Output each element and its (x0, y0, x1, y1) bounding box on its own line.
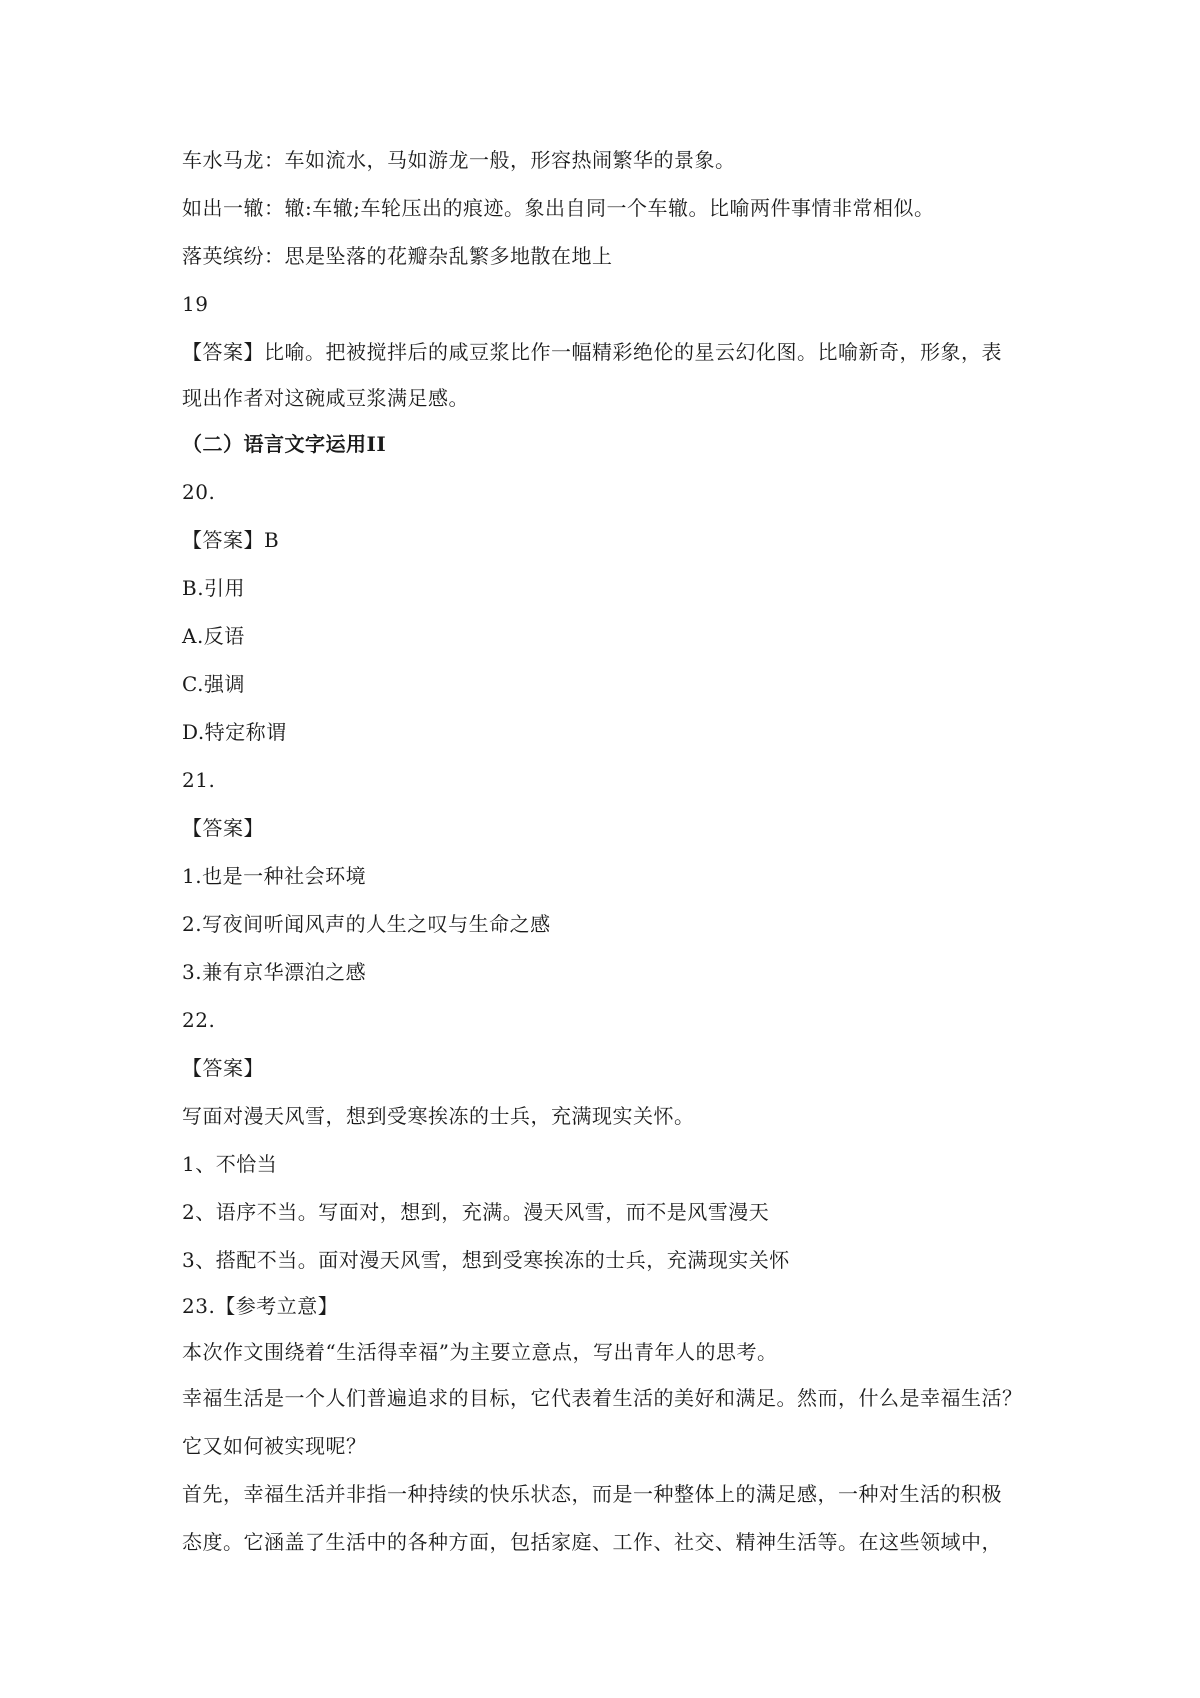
answer-22-item-2: 2、语序不当。写面对，想到，充满。漫天风雪，而不是风雪漫天 (182, 1200, 770, 1224)
answer-20-option-c: C.强调 (182, 672, 245, 696)
answer-21-label: 【答案】 (182, 816, 264, 840)
question-number-20: 20. (182, 480, 216, 504)
answer-22-item-1: 1、不恰当 (182, 1152, 278, 1176)
answer-19-line-1: 【答案】比喻。把被搅拌后的咸豆浆比作一幅精彩绝伦的星云幻化图。比喻新奇，形象，表 (182, 340, 1002, 364)
answer-19-line-2: 现出作者对这碗咸豆浆满足感。 (182, 386, 469, 410)
answer-20-option-b: B.引用 (182, 576, 246, 600)
idiom-chengyu-line-3: 落英缤纷：思是坠落的花瓣杂乱繁多地散在地上 (182, 244, 613, 268)
essay-paragraph-2-line-2: 态度。它涵盖了生活中的各种方面，包括家庭、工作、社交、精神生活等。在这些领域中， (182, 1530, 1002, 1554)
answer-22-item-3: 3、搭配不当。面对漫天风雪，想到受寒挨冻的士兵，充满现实关怀 (182, 1248, 790, 1272)
answer-20-option-a: A.反语 (182, 624, 245, 648)
section-heading: （二）语言文字运用II (182, 432, 387, 456)
question-number-21: 21. (182, 768, 216, 792)
answer-20-label: 【答案】B (182, 528, 280, 552)
answer-22-label: 【答案】 (182, 1056, 264, 1080)
answer-21-item-1: 1.也是一种社会环境 (182, 864, 367, 888)
answer-20-option-d: D.特定称谓 (182, 720, 287, 744)
essay-intro: 本次作文围绕着“生活得幸福”为主要立意点，写出青年人的思考。 (182, 1340, 778, 1364)
essay-paragraph-1-line-1: 幸福生活是一个人们普遍追求的目标，它代表着生活的美好和满足。然而，什么是幸福生活？ (182, 1386, 1023, 1410)
answer-21-item-2: 2.写夜间听闻风声的人生之叹与生命之感 (182, 912, 551, 936)
document-page (182, 0, 1042, 1698)
answer-21-item-3: 3.兼有京华漂泊之感 (182, 960, 367, 984)
answer-22-sentence: 写面对漫天风雪，想到受寒挨冻的士兵，充满现实关怀。 (182, 1104, 695, 1128)
essay-paragraph-1-line-2: 它又如何被实现呢？ (182, 1434, 367, 1458)
question-23-heading: 23.【参考立意】 (182, 1294, 339, 1318)
question-number-19: 19 (182, 292, 209, 316)
question-number-22: 22. (182, 1008, 216, 1032)
essay-paragraph-2-line-1: 首先，幸福生活并非指一种持续的快乐状态，而是一种整体上的满足感，一种对生活的积极 (182, 1482, 1002, 1506)
idiom-chengyu-line-1: 车水马龙：车如流水，马如游龙一般，形容热闹繁华的景象。 (182, 148, 736, 172)
idiom-chengyu-line-2: 如出一辙：辙:车辙;车轮压出的痕迹。象出自同一个车辙。比喻两件事情非常相似。 (182, 196, 935, 220)
